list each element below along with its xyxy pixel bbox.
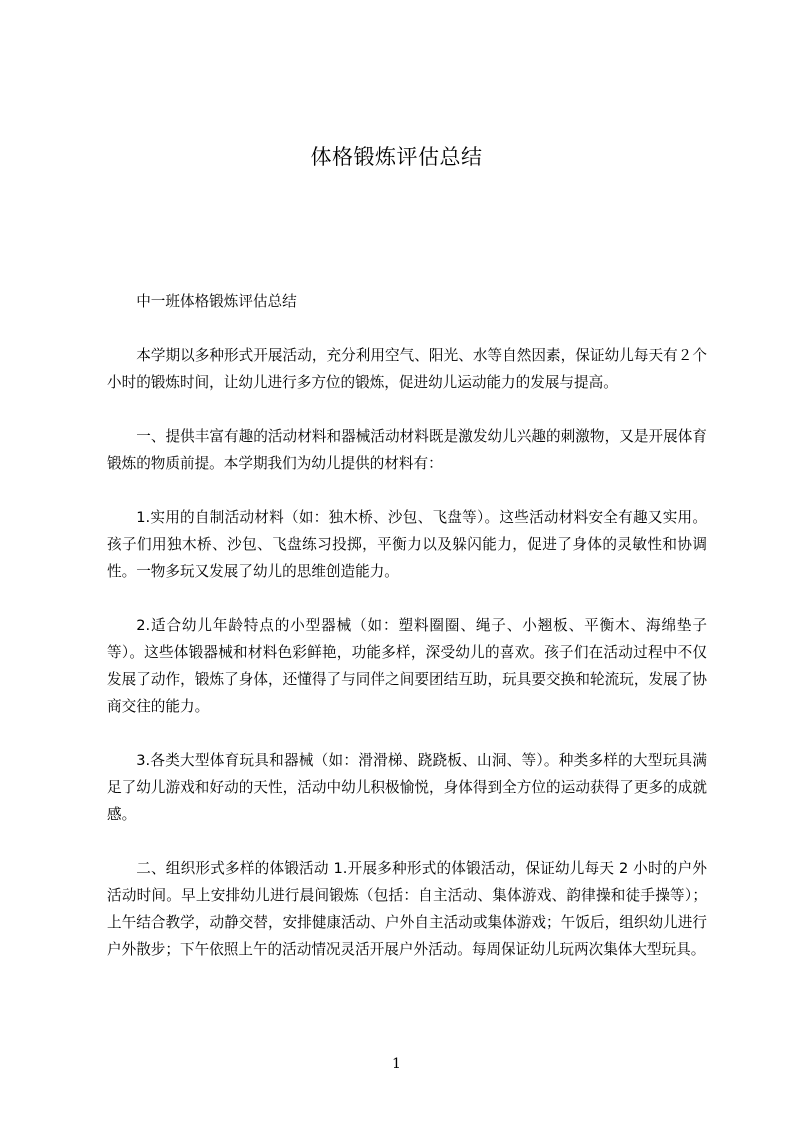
paragraph-section-two: 二、组织形式多样的体锻活动 1.开展多种形式的体锻活动，保证幼儿每天 2 小时的户外活动时间。早上安排幼儿进行晨间锻炼（包括：自主活动、集体游戏、韵律操和徒手操等）；上午结合教学，动静交替，安排健康活动、户外自主活动或集体游戏；午饭后，组织幼儿进行户外散步；下午依照上午的活动情况灵活开展户外活动。每周保证幼儿玩两次集体大型玩具。 bbox=[107, 860, 707, 958]
paragraph-section-one: 一、提供丰富有趣的活动材料和器械活动材料既是激发幼儿兴趣的刺激物，又是开展体育锻炼的物质前提。本学期我们为幼儿提供的材料有： bbox=[107, 428, 707, 472]
section-subtitle: 中一班体格锻炼评估总结 bbox=[136, 293, 297, 310]
document-body bbox=[107, 288, 707, 990]
document-title: 体格锻炼评估总结 bbox=[310, 145, 483, 169]
paragraph-intro: 本学期以多种形式开展活动，充分利用空气、阳光、水等自然因素，保证幼儿每天有２个小时的锻炼时间，让幼儿进行多方位的锻炼，促进幼儿运动能力的发展与提高。 bbox=[107, 347, 707, 391]
paragraph-item-1: 1.实用的自制活动材料（如：独木桥、沙包、飞盘等）。这些活动材料安全有趣又实用。孩子们用独木桥、沙包、飞盘练习投掷，平衡力以及躲闪能力，促进了身体的灵敏性和协调性。一物多玩又发展了幼儿的思维创造能力。 bbox=[107, 509, 707, 580]
paragraph-item-3: 3.各类大型体育玩具和器械（如：滑滑梯、跷跷板、山洞、等）。种类多样的大型玩具满足了幼儿游戏和好动的天性，活动中幼儿积极愉悦，身体得到全方位的运动获得了更多的成就感。 bbox=[107, 752, 707, 823]
paragraph-item-2: 2.适合幼儿年龄特点的小型器械（如：塑料圈圈、绳子、小翘板、平衡木、海绵垫子等）。这些体锻器械和材料色彩鲜艳，功能多样，深受幼儿的喜欢。孩子们在活动过程中不仅发展了动作，锻炼了身体，还懂得了与同伴之间要团结互助，玩具要交换和轮流玩，发展了协商交往的能力。 bbox=[107, 617, 707, 715]
page-number: 1 bbox=[392, 1056, 401, 1072]
